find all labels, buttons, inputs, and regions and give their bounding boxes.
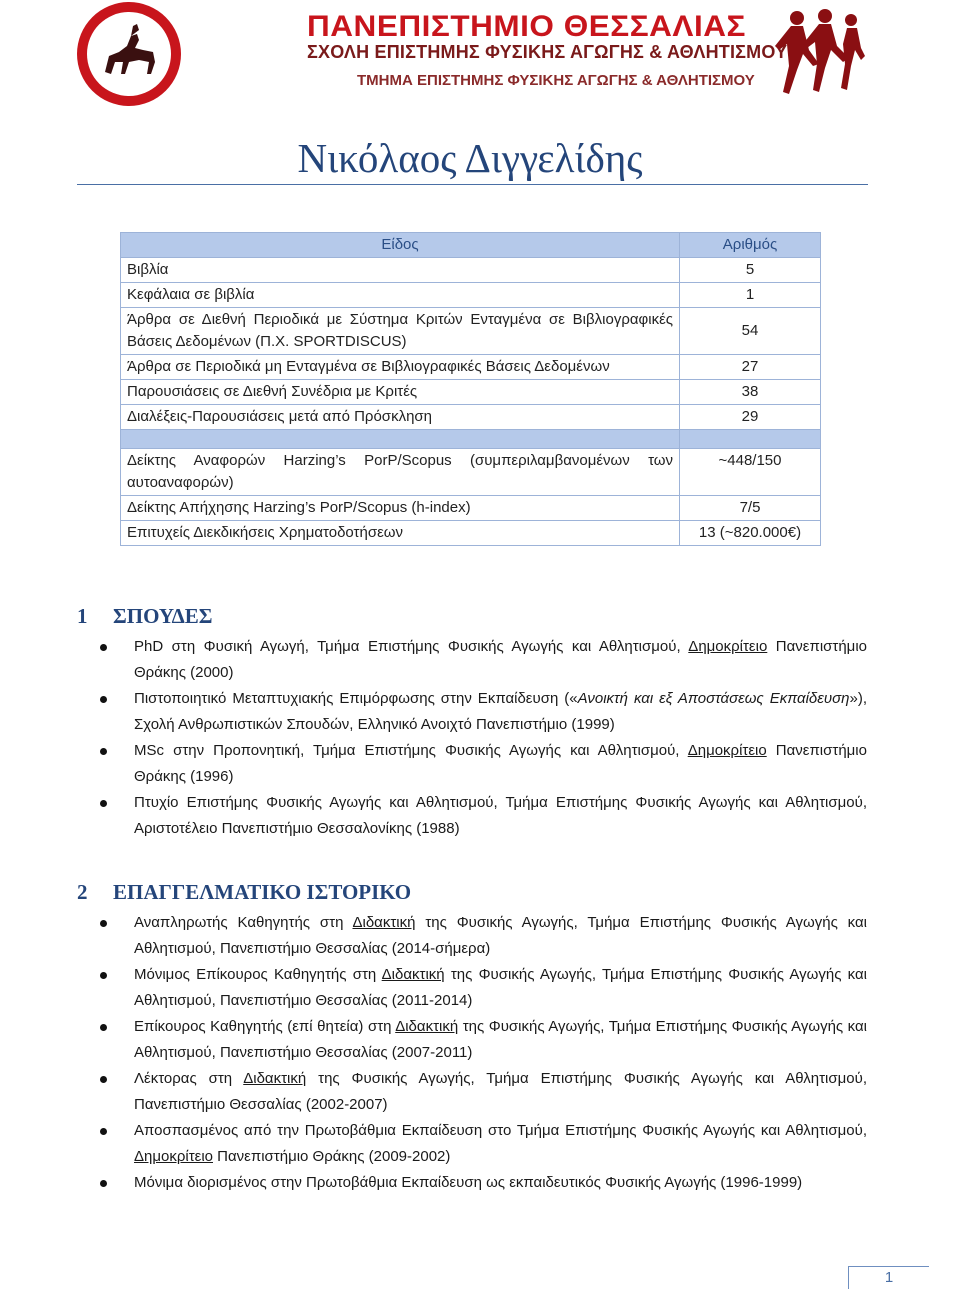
- bullet-icon: [100, 1180, 107, 1187]
- section-heading-studies: [77, 604, 212, 629]
- bullet-icon: [100, 920, 107, 927]
- section-title: ΣΠΟΥΔΕΣ: [113, 604, 213, 628]
- underlined-text: Διδακτική: [381, 966, 445, 983]
- row-value: 38: [680, 380, 821, 405]
- title-divider: [77, 184, 868, 185]
- table-row: [121, 258, 821, 283]
- bullet-icon: [100, 972, 107, 979]
- page-number: 1: [848, 1266, 929, 1289]
- table-row: [121, 496, 821, 521]
- list-item: Λέκτορας στη Διδακτική της Φυσικής Αγωγής, Τμήμα Επιστήμης Φυσικής Αγωγής και Αθλητισμού, Πανεπιστήμιο Θεσσαλίας (2002-2007): [100, 1066, 867, 1118]
- list-item: Μόνιμα διορισμένος στην Πρωτοβάθμια Εκπαίδευση ως εκπαιδευτικός Φυσικής Αγωγής (1996-1999): [100, 1170, 867, 1196]
- row-value: 27: [680, 355, 821, 380]
- row-label: Βιβλία: [121, 258, 680, 283]
- studies-list: [100, 634, 867, 842]
- row-value: 29: [680, 405, 821, 430]
- row-value: ~448/150: [680, 449, 821, 496]
- bullet-icon: [100, 1076, 107, 1083]
- header-banner: [75, 0, 795, 108]
- table-header-row: [121, 233, 821, 258]
- italic-text: Ανοικτή και εξ Αποστάσεως Εκπαίδευση: [577, 690, 850, 707]
- row-label: Δείκτης Απήχησης Harzing’s PorP/Scopus (h-index): [121, 496, 680, 521]
- row-label: Κεφάλαια σε βιβλία: [121, 283, 680, 308]
- row-label: Δείκτης Αναφορών Harzing’s PorP/Scopus (συμπεριλαμβανομένων των αυτοαναφορών): [121, 449, 680, 496]
- col-number-header: Αριθμός: [680, 233, 821, 258]
- list-item: PhD στη Φυσική Αγωγή, Τμήμα Επιστήμης Φυσικής Αγωγής και Αθλητισμού, Δημοκρίτειο Πανεπιστήμιο Θράκης (2000): [100, 634, 867, 686]
- section-heading-career: [77, 880, 411, 905]
- bullet-icon: [100, 644, 107, 651]
- runners-icon: [775, 4, 865, 104]
- underlined-text: Δημοκρίτειο: [687, 742, 767, 759]
- row-value: 54: [680, 308, 821, 355]
- bullet-icon: [100, 800, 107, 807]
- university-logo-icon: [75, 0, 183, 108]
- row-label: Επιτυχείς Διεκδικήσεις Χρηματοδοτήσεων: [121, 521, 680, 546]
- row-value: 5: [680, 258, 821, 283]
- table-row: [121, 308, 821, 355]
- row-label: Παρουσιάσεις σε Διεθνή Συνέδρια με Κριτές: [121, 380, 680, 405]
- university-name: ΠΑΝΕΠΙΣΤΗΜΙΟ ΘΕΣΣΑΛΙΑΣ: [307, 10, 746, 43]
- table-separator-row: [121, 430, 821, 449]
- table-row: [121, 449, 821, 496]
- section-title: ΕΠΑΓΓΕΛΜΑΤΙΚΟ ΙΣΤΟΡΙΚΟ: [113, 880, 412, 904]
- row-label: Άρθρα σε Περιοδικά μη Ενταγμένα σε Βιβλιογραφικές Βάσεις Δεδομένων: [121, 355, 680, 380]
- career-list: [100, 910, 867, 1196]
- underlined-text: Διδακτική: [395, 1018, 459, 1035]
- list-item: Πτυχίο Επιστήμης Φυσικής Αγωγής και Αθλητισμού, Τμήμα Επιστήμης Φυσικής Αγωγής και Αθλητισμού, Αριστοτέλειο Πανεπιστήμιο Θεσσαλονίκης (1988): [100, 790, 867, 842]
- person-name: Νικόλαος Διγγελίδης: [297, 135, 643, 181]
- publications-table: [120, 232, 821, 546]
- table-row: [121, 380, 821, 405]
- underlined-text: Διδακτική: [243, 1070, 307, 1087]
- list-item: Επίκουρος Καθηγητής (επί θητεία) στη Διδακτική της Φυσικής Αγωγής, Τμήμα Επιστήμης Φυσικής Αγωγής και Αθλητισμού, Πανεπιστήμιο Θεσσαλίας (2007-2011): [100, 1014, 867, 1066]
- bullet-icon: [100, 748, 107, 755]
- underlined-text: Διδακτική: [352, 914, 416, 931]
- list-item: Αναπληρωτής Καθηγητής στη Διδακτική της Φυσικής Αγωγής, Τμήμα Επιστήμης Φυσικής Αγωγής και Αθλητισμού, Πανεπιστήμιο Θεσσαλίας (2014-σήμερα): [100, 910, 867, 962]
- table-row: [121, 283, 821, 308]
- row-label: Άρθρα σε Διεθνή Περιοδικά με Σύστημα Κριτών Ενταγμένα σε Βιβλιογραφικές Βάσεις Δεδομένων (Π.Χ. SPORTDISCUS): [121, 308, 680, 355]
- bullet-icon: [100, 1128, 107, 1135]
- row-label: Διαλέξεις-Παρουσιάσεις μετά από Πρόσκληση: [121, 405, 680, 430]
- list-item: Αποσπασμένος από την Πρωτοβάθμια Εκπαίδευση στο Τμήμα Επιστήμης Φυσικής Αγωγής και Αθλητισμού, Δημοκρίτειο Πανεπιστήμιο Θράκης (2009-2002): [100, 1118, 867, 1170]
- list-item: Πιστοποιητικό Μεταπτυχιακής Επιμόρφωσης στην Εκπαίδευση («Ανοικτή και εξ Αποστάσεως Εκπαίδευση»), Σχολή Ανθρωπιστικών Σπουδών, Ελληνικό Ανοιχτό Πανεπιστήμιο (1999): [100, 686, 867, 738]
- table-row: [121, 355, 821, 380]
- row-value: 7/5: [680, 496, 821, 521]
- bullet-icon: [100, 1024, 107, 1031]
- col-type-header: Είδος: [121, 233, 680, 258]
- list-item: Μόνιμος Επίκουρος Καθηγητής στη Διδακτική της Φυσικής Αγωγής, Τμήμα Επιστήμης Φυσικής Αγωγής και Αθλητισμού, Πανεπιστήμιο Θεσσαλίας (2011-2014): [100, 962, 867, 1014]
- table-row: [121, 405, 821, 430]
- section-number: 1: [77, 604, 88, 628]
- underlined-text: Δημοκρίτειο: [134, 1148, 213, 1165]
- underlined-text: Δημοκρίτειο: [688, 638, 768, 655]
- section-number: 2: [77, 880, 88, 904]
- table-row: [121, 521, 821, 546]
- separator-cell: [680, 430, 821, 449]
- row-value: 1: [680, 283, 821, 308]
- list-item: MSc στην Προπονητική, Τμήμα Επιστήμης Φυσικής Αγωγής και Αθλητισμού, Δημοκρίτειο Πανεπιστήμιο Θράκης (1996): [100, 738, 867, 790]
- school-name: ΣΧΟΛΗ ΕΠΙΣΤΗΜΗΣ ΦΥΣΙΚΗΣ ΑΓΩΓΗΣ & ΑΘΛΗΤΙΣΜΟΥ: [307, 42, 788, 62]
- department-name: ΤΜΗΜΑ ΕΠΙΣΤΗΜΗΣ ΦΥΣΙΚΗΣ ΑΓΩΓΗΣ & ΑΘΛΗΤΙΣΜΟΥ: [357, 72, 755, 89]
- separator-cell: [121, 430, 680, 449]
- row-value: 13 (~820.000€): [680, 521, 821, 546]
- bullet-icon: [100, 696, 107, 703]
